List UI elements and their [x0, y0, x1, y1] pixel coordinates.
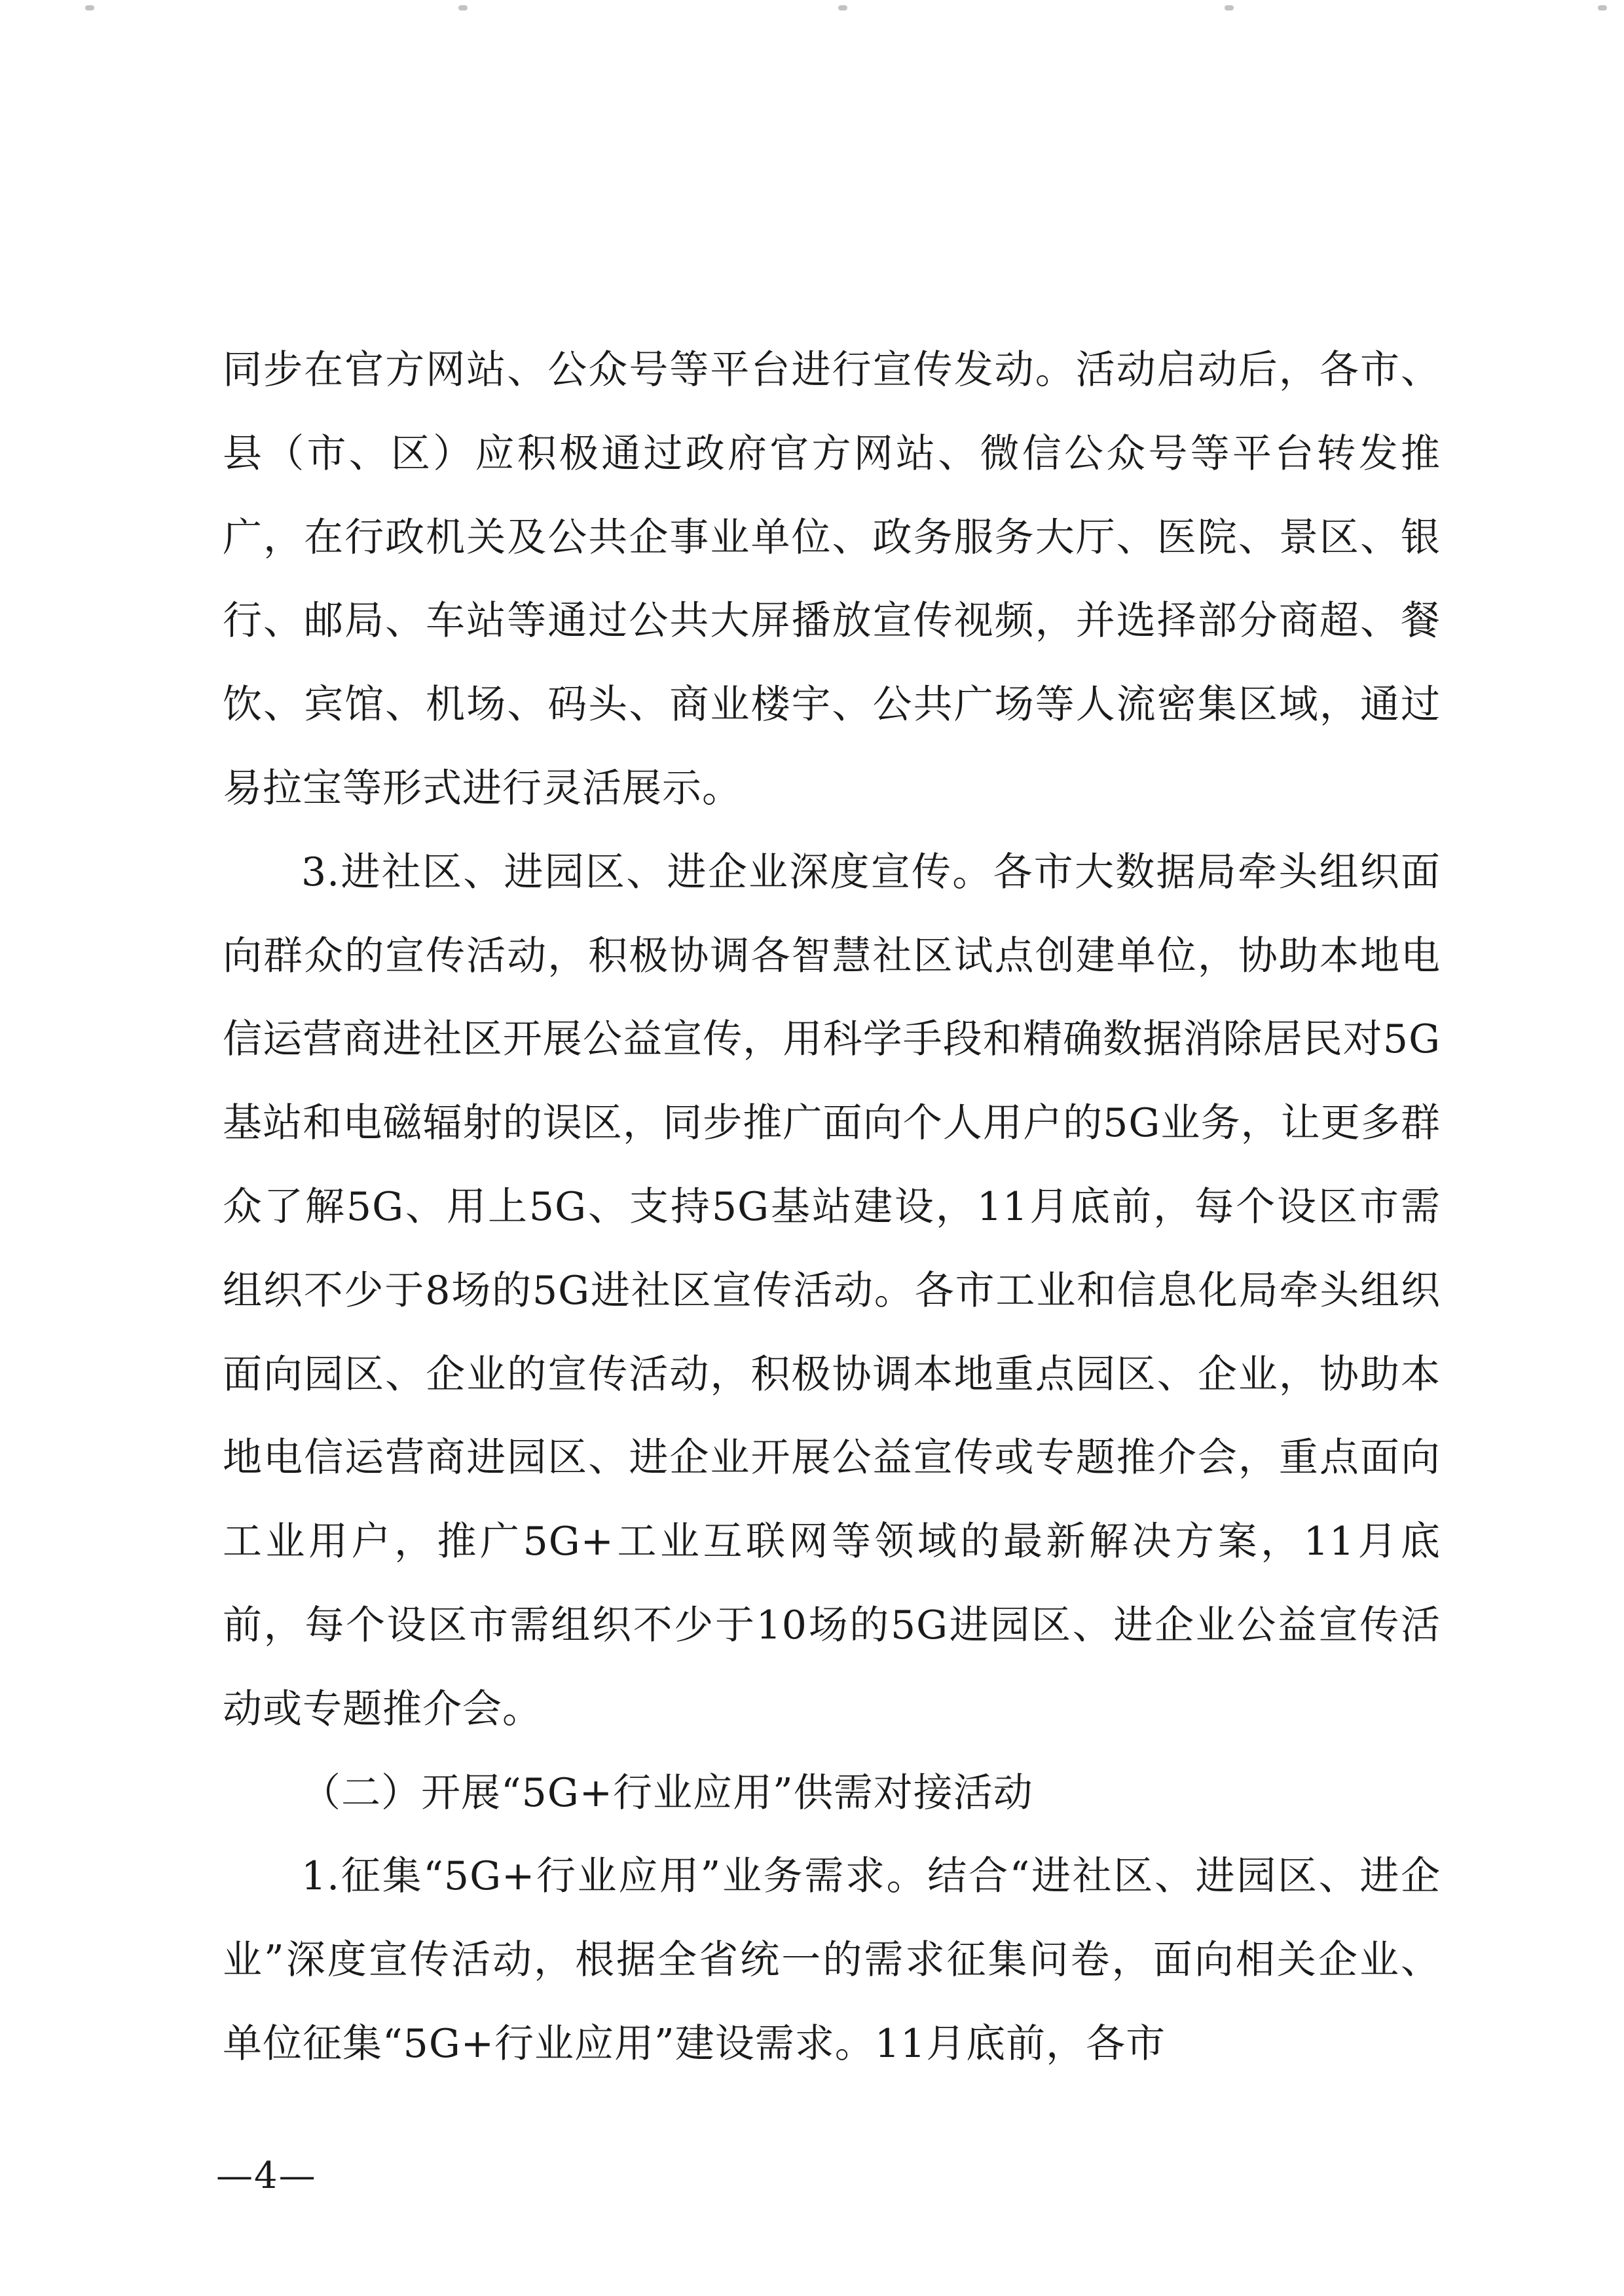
- section-heading: （二）开展“5G+行业应用”供需对接活动: [301, 1769, 1033, 1816]
- paragraph-community-publicity: 3.进社区、进园区、进企业深度宣传。各市大数据局牵头组织面向群众的宣传活动，积极协调各智慧社区试点创建单位，协助本地电信运营商进社区开展公益宣传，用科学手段和精确数据消除居民对5G基站和电磁辐射的误区，同步推广面向个人用户的5G业务，让更多群众了解5G、用上5G、支持5G基站建设，11月底前，每个设区市需组织不少于8场的5G进社区宣传活动。各市工业和信息化局牵头组织面向园区、企业的宣传活动，积极协调本地重点园区、企业，协助本地电信运营商进园区、进企业开展公益宣传或专题推介会，重点面向工业用户，推广5G+工业互联网等领域的最新解决方案，11月底前，每个设区市需组织不少于10场的5G进园区、进企业公益宣传活动或专题推介会。: [223, 849, 1441, 1732]
- paragraph-demand-collection: 1.征集“5G+行业应用”业务需求。结合“进社区、进园区、进企业”深度宣传活动，根据全省统一的需求征集问卷，面向相关企业、单位征集“5G+行业应用”建设需求。11月底前，各市: [223, 1853, 1441, 2067]
- scan-mark: [85, 5, 94, 10]
- scan-mark: [1598, 5, 1607, 10]
- paragraph-continuation: 同步在官方网站、公众号等平台进行宣传发动。活动启动后，各市、县（市、区）应积极通过政府官方网站、微信公众号等平台转发推广，在行政机关及公共企事业单位、政务服务大厅、医院、景区、银行、邮局、车站等通过公共大屏播放宣传视频，并选择部分商超、餐饮、宾馆、机场、码头、商业楼宇、公共广场等人流密集区域，通过易拉宝等形式进行灵活展示。: [223, 347, 1441, 811]
- scan-mark: [458, 5, 468, 10]
- scan-mark: [1225, 5, 1234, 10]
- scan-mark: [838, 5, 847, 10]
- document-body: [223, 329, 1441, 2086]
- page-number: —4—: [216, 2155, 317, 2197]
